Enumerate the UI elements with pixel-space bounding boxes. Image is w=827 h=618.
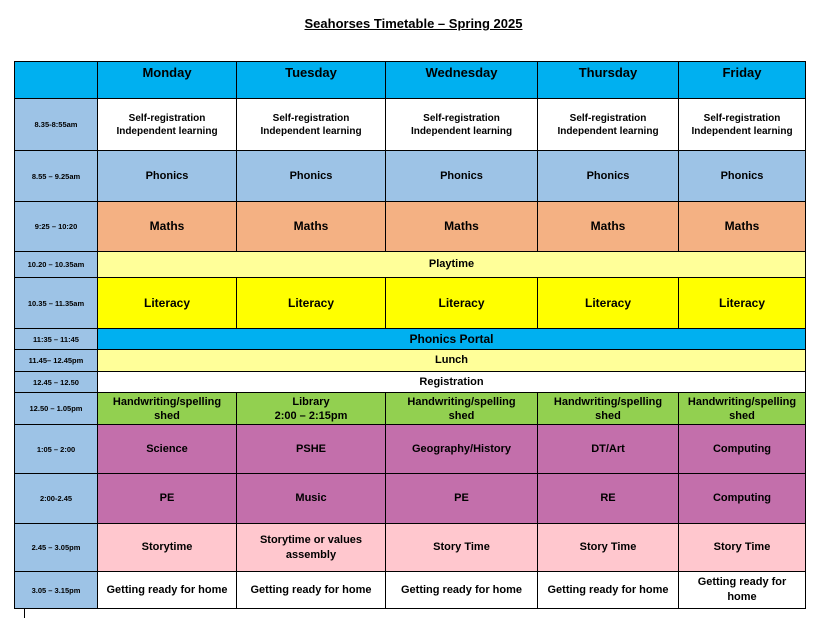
lesson-cell	[386, 524, 538, 572]
lesson-line: Library	[292, 395, 330, 408]
day-header: Friday	[679, 62, 806, 99]
lesson-cell	[679, 99, 806, 151]
table-row	[15, 252, 806, 278]
time-cell: 9:25 – 10:20	[15, 202, 98, 252]
lesson-cell	[538, 393, 679, 425]
lesson-cell: Computing	[679, 425, 806, 474]
lesson-cell	[538, 572, 679, 609]
time-cell: 3.05 – 3.15pm	[15, 572, 98, 609]
table-row	[15, 202, 806, 252]
lesson-line: Getting ready for home	[106, 583, 228, 596]
lesson-line: home	[727, 591, 757, 603]
table-row	[15, 572, 806, 609]
lesson-cell	[237, 393, 386, 425]
lesson-cell: Geography/History	[386, 425, 538, 474]
lesson-line: Self-registration	[569, 112, 647, 124]
time-cell: 2:00-2.45	[15, 474, 98, 524]
lesson-line: Self-registration	[272, 112, 350, 124]
lesson-line: Story Time	[579, 541, 637, 553]
lesson-cell: Phonics	[538, 151, 679, 202]
lesson-cell: PE	[386, 474, 538, 524]
time-cell: 12.45 – 12.50	[15, 372, 98, 393]
table-row	[15, 372, 806, 393]
day-header: Thursday	[538, 62, 679, 99]
time-cell: 1:05 – 2:00	[15, 425, 98, 474]
lesson-cell	[98, 524, 237, 572]
table-row	[15, 329, 806, 350]
playtime-cell: Playtime	[98, 252, 806, 278]
lesson-cell: Literacy	[237, 278, 386, 329]
text-cursor-mark	[24, 609, 25, 618]
lesson-cell	[538, 99, 679, 151]
lesson-line: Independent learning	[410, 125, 513, 137]
lesson-cell	[386, 99, 538, 151]
lesson-line: Storytime or values	[259, 533, 363, 546]
lesson-cell	[679, 572, 806, 609]
day-header: Tuesday	[237, 62, 386, 99]
lesson-cell	[237, 524, 386, 572]
lesson-cell: PSHE	[237, 425, 386, 474]
lesson-line: Handwriting/spelling	[553, 395, 663, 408]
lesson-cell: Maths	[538, 202, 679, 252]
lesson-cell: Literacy	[386, 278, 538, 329]
lesson-line: Story Time	[713, 541, 771, 553]
lesson-cell: Maths	[679, 202, 806, 252]
lesson-line: Handwriting/spelling	[112, 395, 222, 408]
lesson-cell: DT/Art	[538, 425, 679, 474]
lesson-line: shed	[448, 409, 475, 422]
table-row	[15, 350, 806, 372]
lesson-cell	[98, 393, 237, 425]
time-cell: 12.50 – 1.05pm	[15, 393, 98, 425]
lesson-line: Getting ready for home	[250, 583, 372, 596]
lesson-cell: Maths	[237, 202, 386, 252]
lesson-line: Independent learning	[557, 125, 659, 137]
lesson-line: Getting ready for home	[400, 583, 523, 596]
lesson-line: 2:00 – 2:15pm	[274, 409, 348, 422]
table-row	[15, 278, 806, 329]
day-header: Monday	[98, 62, 237, 99]
lesson-cell	[386, 393, 538, 425]
time-cell: 11.45– 12.45pm	[15, 350, 98, 372]
lesson-cell	[98, 99, 237, 151]
corner-cell	[15, 62, 98, 99]
lesson-cell	[679, 524, 806, 572]
lesson-cell: Science	[98, 425, 237, 474]
lesson-cell: PE	[98, 474, 237, 524]
time-cell: 11:35 – 11:45	[15, 329, 98, 350]
lesson-line: Independent learning	[260, 125, 362, 137]
time-cell: 2.45 – 3.05pm	[15, 524, 98, 572]
time-cell: 8.35-8:55am	[15, 99, 98, 151]
lesson-line: shed	[729, 409, 755, 422]
lesson-cell: Phonics	[237, 151, 386, 202]
lesson-cell	[237, 99, 386, 151]
lesson-cell	[98, 572, 237, 609]
lesson-cell: Phonics	[679, 151, 806, 202]
timetable	[14, 61, 806, 609]
lesson-cell	[679, 393, 806, 425]
lunch-cell: Lunch	[98, 350, 806, 372]
lesson-line: Self-registration	[423, 112, 500, 124]
table-row	[15, 99, 806, 151]
lesson-line: Self-registration	[703, 112, 781, 124]
lesson-cell: Maths	[386, 202, 538, 252]
lesson-cell: Phonics	[98, 151, 237, 202]
time-cell: 8.55 – 9.25am	[15, 151, 98, 202]
header-row	[15, 62, 806, 99]
lesson-cell: Maths	[98, 202, 237, 252]
lesson-cell	[237, 572, 386, 609]
lesson-cell	[538, 524, 679, 572]
lesson-line: Handwriting/spelling	[407, 395, 516, 408]
lesson-line: Story Time	[433, 541, 490, 553]
table-row	[15, 393, 806, 425]
lesson-line: Independent learning	[116, 125, 218, 137]
lesson-line: assembly	[285, 548, 337, 561]
lesson-line: Getting ready for	[697, 576, 787, 588]
lesson-line: Storytime	[141, 541, 193, 553]
lesson-line: Getting ready for home	[547, 583, 669, 596]
table-row	[15, 425, 806, 474]
table-row	[15, 151, 806, 202]
lesson-line: shed	[595, 409, 621, 422]
lesson-cell: Literacy	[98, 278, 237, 329]
lesson-cell: Phonics	[386, 151, 538, 202]
lesson-cell: Literacy	[538, 278, 679, 329]
table-row	[15, 474, 806, 524]
page-title: Seahorses Timetable – Spring 2025	[304, 16, 523, 31]
table-row	[15, 524, 806, 572]
lesson-cell: RE	[538, 474, 679, 524]
time-cell: 10.20 – 10.35am	[15, 252, 98, 278]
lesson-line: Handwriting/spelling	[687, 395, 797, 408]
lesson-cell: Computing	[679, 474, 806, 524]
lesson-cell: Music	[237, 474, 386, 524]
phonics-portal-cell: Phonics Portal	[98, 329, 806, 350]
lesson-line: Independent learning	[691, 125, 793, 137]
lesson-line: Self-registration	[128, 112, 206, 124]
day-header: Wednesday	[386, 62, 538, 99]
lesson-cell	[386, 572, 538, 609]
registration-cell: Registration	[98, 372, 806, 393]
lesson-line: shed	[154, 409, 180, 422]
lesson-cell: Literacy	[679, 278, 806, 329]
time-cell: 10.35 – 11.35am	[15, 278, 98, 329]
